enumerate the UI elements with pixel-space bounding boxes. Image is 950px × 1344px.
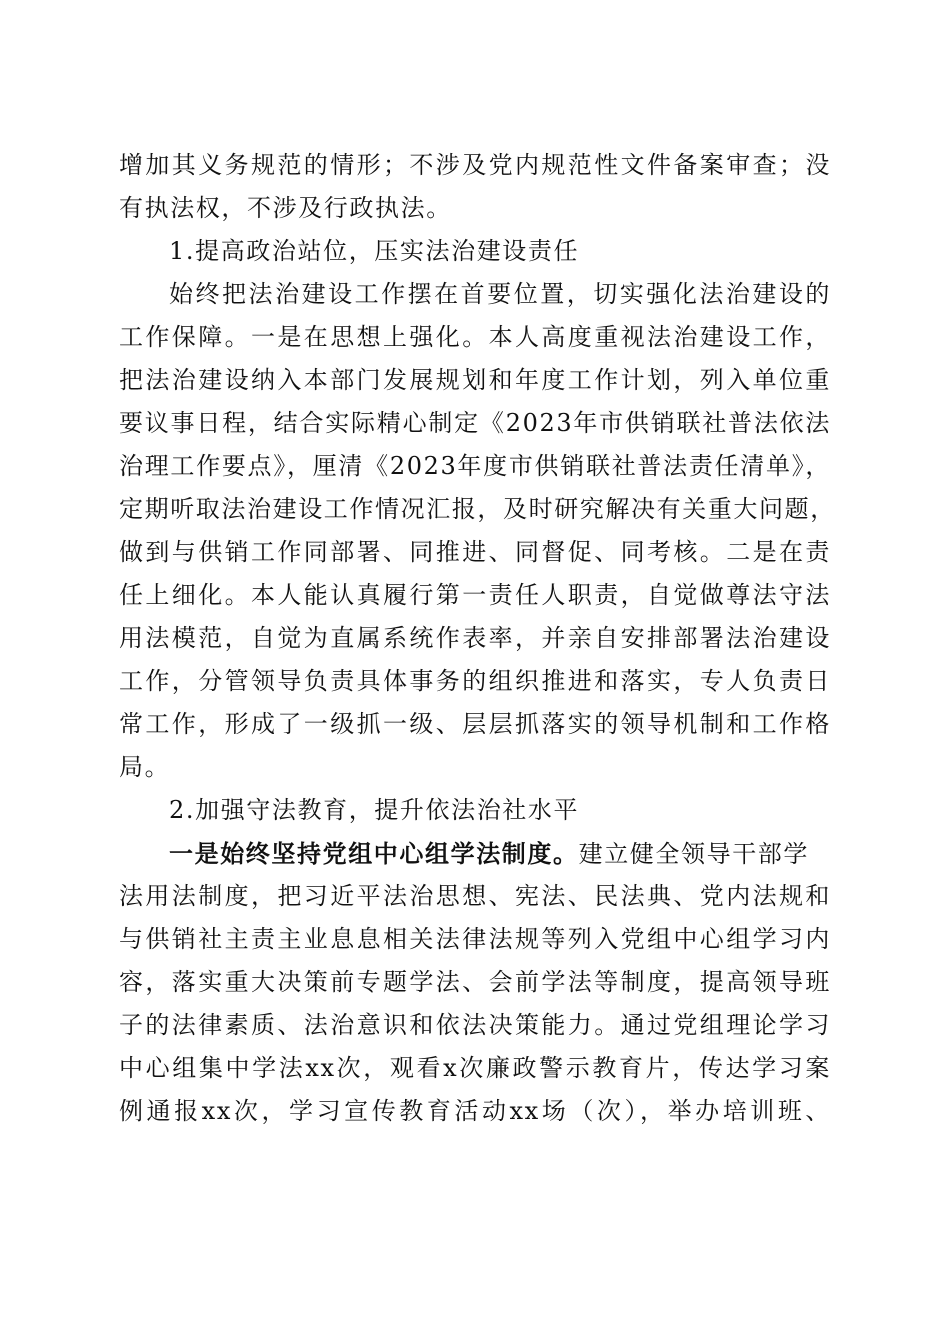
text-line: 治理工作要点》，厘清《2023年度市供销联社普法责任清单》， bbox=[119, 452, 831, 480]
text-line: 任上细化。本人能认真履行第一责任人职责，自觉做尊法守法 bbox=[119, 581, 831, 609]
text-line: 中心组集中学法xx次，观看x次廉政警示教育片，传达学习案 bbox=[119, 1054, 831, 1082]
paragraph-start: 始终把法治建设工作摆在首要位置，切实强化法治建设的 bbox=[169, 280, 831, 308]
text-line: 容，落实重大决策前专题学法、会前学法等制度，提高领导班 bbox=[119, 968, 831, 996]
text-line: 工作保障。一是在思想上强化。本人高度重视法治建设工作， bbox=[119, 323, 831, 351]
text-line: 把法治建设纳入本部门发展规划和年度工作计划，列入单位重 bbox=[119, 366, 831, 394]
text-line: 用法模范，自觉为直属系统作表率，并亲自安排部署法治建设 bbox=[119, 624, 831, 652]
section-heading-1: 1.提高政治站位，压实法治建设责任 bbox=[169, 237, 580, 265]
text-line: 增加其义务规范的情形；不涉及党内规范性文件备案审查；没 bbox=[119, 151, 831, 179]
section-heading-2: 2.加强守法教育，提升依法治社水平 bbox=[169, 796, 580, 824]
text-line: 有执法权，不涉及行政执法。 bbox=[119, 194, 452, 222]
text-line: 法用法制度，把习近平法治思想、宪法、民法典、党内法规和 bbox=[119, 882, 831, 910]
text-line: 工作，分管领导负责具体事务的组织推进和落实，专人负责日 bbox=[119, 667, 831, 695]
text-fragment: 建立健全领导干部学 bbox=[578, 840, 810, 868]
text-line: 局。 bbox=[119, 753, 171, 781]
text-line: 做到与供销工作同部署、同推进、同督促、同考核。二是在责 bbox=[119, 538, 831, 566]
bold-lead-phrase: 一是始终坚持党组中心组学法制度。 bbox=[169, 839, 579, 868]
paragraph-start bbox=[119, 832, 831, 875]
text-line: 与供销社主责主业息息相关法律法规等列入党组中心组学习内 bbox=[119, 925, 831, 953]
text-line: 要议事日程，结合实际精心制定《2023年市供销联社普法依法 bbox=[119, 409, 831, 437]
text-line: 常工作，形成了一级抓一级、层层抓落实的领导机制和工作格 bbox=[119, 710, 831, 738]
text-line: 定期听取法治建设工作情况汇报，及时研究解决有关重大问题， bbox=[119, 495, 836, 523]
text-line: 子的法律素质、法治意识和依法决策能力。通过党组理论学习 bbox=[119, 1011, 831, 1039]
text-line: 例通报xx次，学习宣传教育活动xx场（次），举办培训班、 bbox=[119, 1097, 831, 1125]
document-body bbox=[119, 144, 836, 1133]
